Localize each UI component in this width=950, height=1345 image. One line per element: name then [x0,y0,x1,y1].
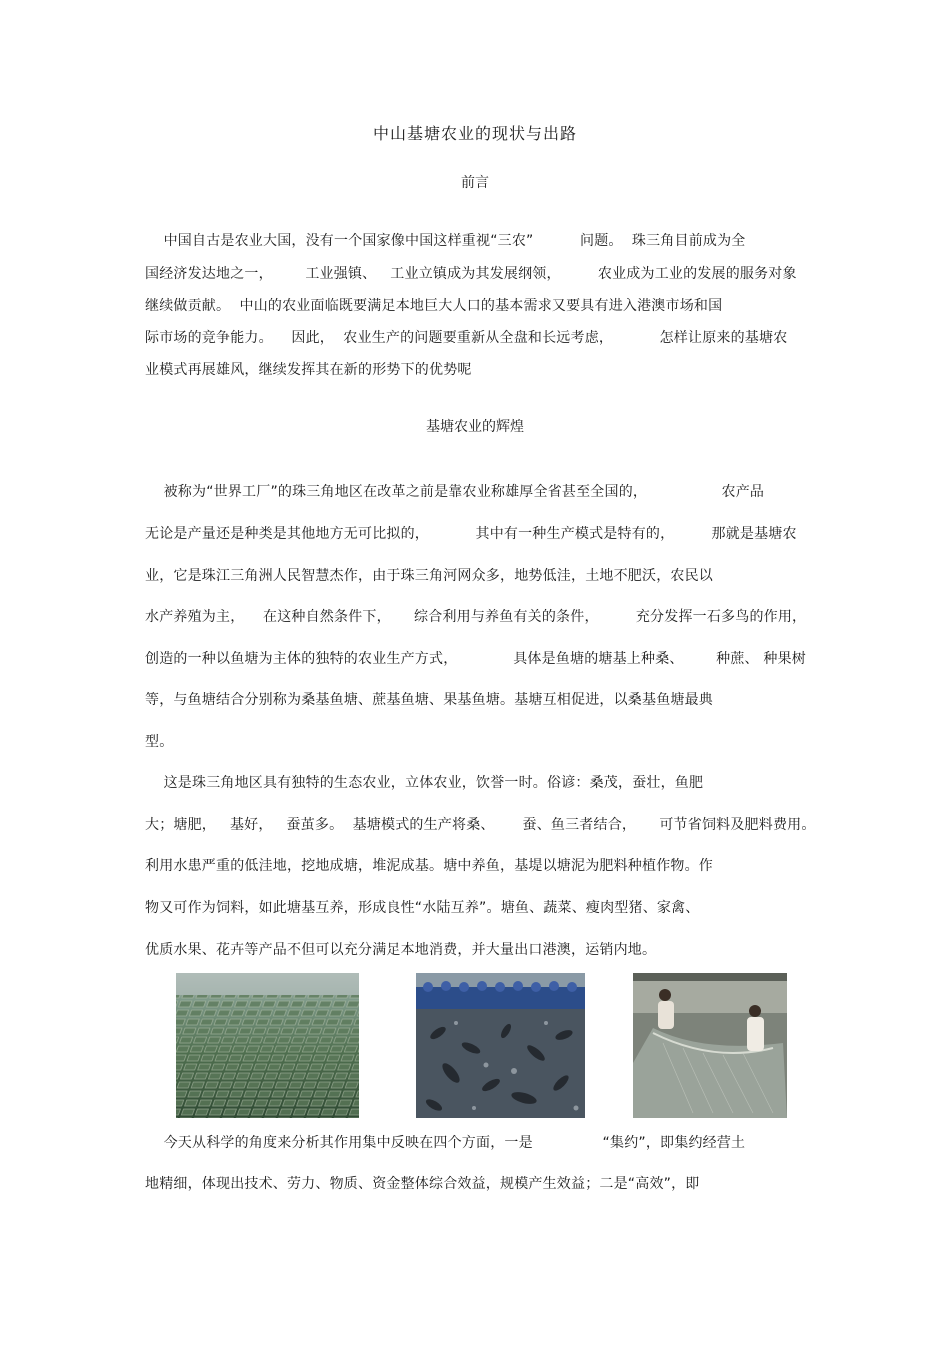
body-line: 水产养殖为主， 在这种自然条件下， 综合利用与养鱼有关的条件， 充分发挥一石多鸟的作用， [145,609,807,625]
body-line: 型。 [145,734,174,750]
fish-net-photo [633,973,787,1118]
body-line: 等，与鱼塘结合分别称为桑基鱼塘、蔗基鱼塘、果基鱼塘。基塘互相促进，以桑基鱼塘最典 [145,692,713,708]
preface-line: 继续做贡献。 中山的农业面临既要满足本地巨大人口的基本需求又要具有进入港澳市场和国 [145,298,723,314]
section-heading: 基塘农业的辉煌 [426,419,524,435]
body-line: 这是珠三角地区具有独特的生态农业，立体农业，饮誉一时。俗谚：桑茂，蚕壮，鱼肥 [145,775,704,791]
body-line: 地精细，体现出技术、劳力、物质、资金整体综合效益，规模产生效益；二是“高效”，即 [145,1176,700,1192]
body-line: 利用水患严重的低洼地，挖地成塘，堆泥成基。塘中养鱼，基堤以塘泥为肥料种植作物。作 [145,858,713,874]
body-line: 优质水果、花卉等产品不但可以充分满足本地消费，并大量出口港澳，运销内地。 [145,942,657,958]
body-line: 创造的一种以鱼塘为主体的独特的农业生产方式， 具体是鱼塘的塘基上种桑、 种蔗、 种果树 [145,651,807,667]
preface-line: 业模式再展雄风，继续发挥其在新的形势下的优势呢 [145,362,472,378]
preface-heading: 前言 [461,175,489,191]
body-line: 无论是产量还是种类是其他地方无可比拟的， 其中有一种生产模式是特有的， 那就是基塘农 [145,526,797,542]
body-line: 今天从科学的角度来分析其作用集中反映在四个方面，一是 “集约”，即集约经营土 [145,1135,746,1151]
preface-line: 中国自古是农业大国，没有一个国家像中国这样重视“三农” 问题。 珠三角目前成为全 [145,233,746,249]
body-line: 大；塘肥， 基好， 蚕茧多。 基塘模式的生产将桑、 蚕、鱼三者结合， 可节省饲料及肥料费用。 [145,817,816,833]
aerial-fishponds-photo [176,973,359,1118]
body-line: 物又可作为饲料，如此塘基互养，形成良性“水陆互养”。塘鱼、蔬菜、瘦肉型猪、家禽、 [145,900,700,916]
body-line: 被称为“世界工厂”的珠三角地区在改革之前是靠农业称雄厚全省甚至全国的， 农产品 [145,484,765,500]
document-title: 中山基塘农业的现状与出路 [372,124,577,143]
fish-harvest-photo [416,973,585,1118]
preface-line: 际市场的竞争能力。 因此， 农业生产的问题要重新从全盘和长远考虑， 怎样让原来的基塘农 [145,330,788,346]
preface-line: 国经济发达地之一， 工业强镇、 工业立镇成为其发展纲领， 农业成为工业的发展的服务对象 [145,266,797,282]
body-line: 业，它是珠江三角洲人民智慧杰作，由于珠三角河网众多，地势低洼，土地不肥沃，农民以 [145,568,713,584]
